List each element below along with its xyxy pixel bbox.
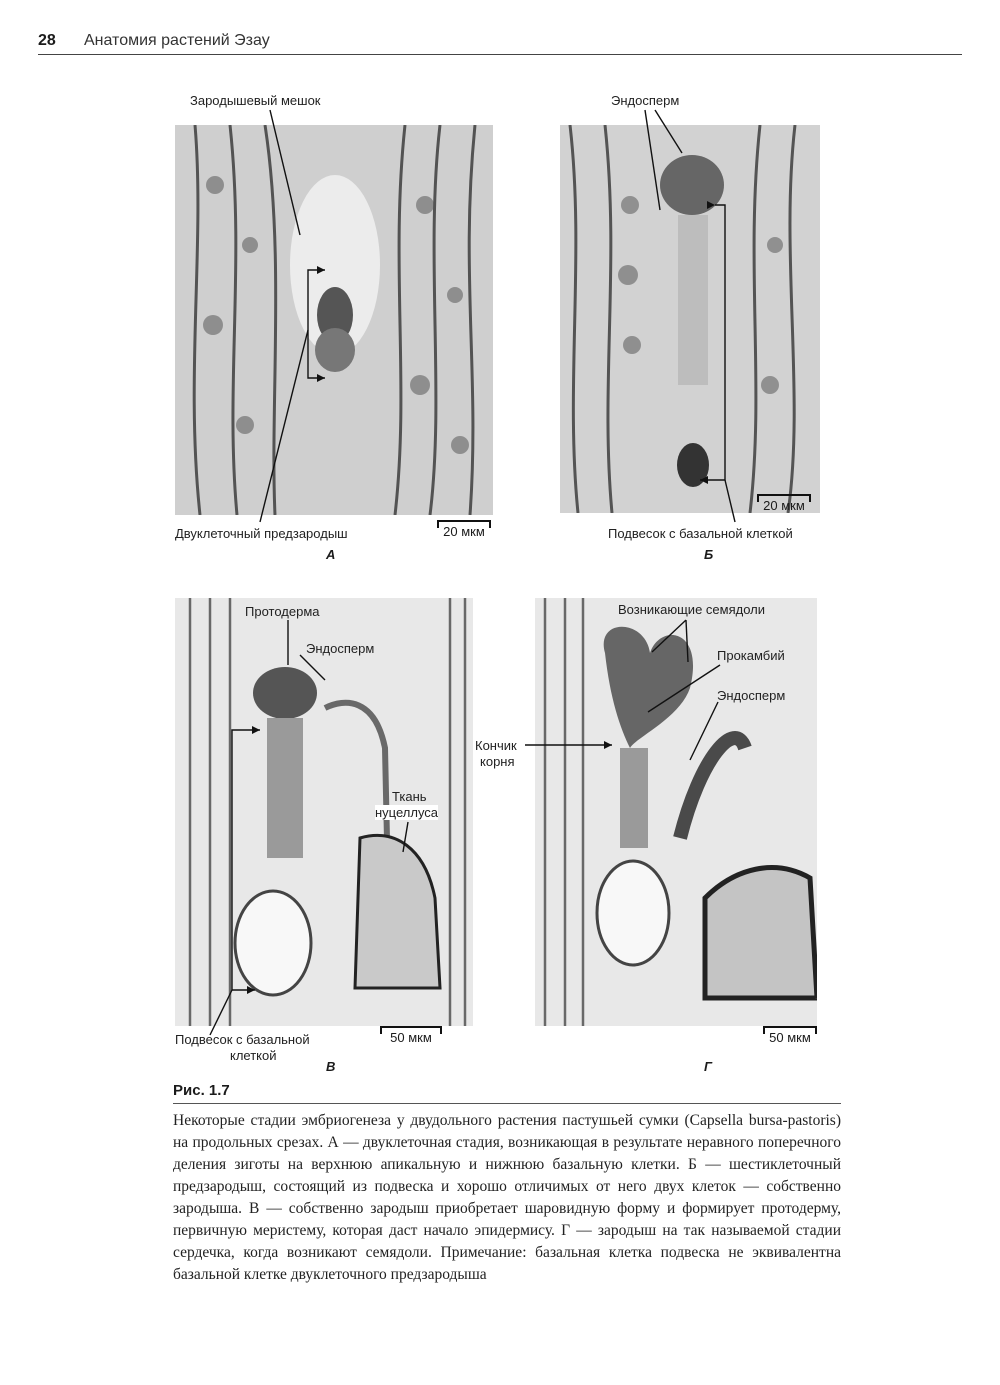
- figure-caption: [173, 1110, 841, 1286]
- panel-letter-a: А: [326, 547, 336, 562]
- micrograph-a: [175, 125, 493, 515]
- label-procambium: Прокамбий: [717, 648, 785, 663]
- figure-title: Рис. 1.7: [173, 1082, 230, 1099]
- scale-label-v: 50 мкм: [390, 1030, 432, 1045]
- label-endosperm-v: Эндосперм: [306, 641, 375, 656]
- label-root-tip-line2: корня: [480, 754, 515, 769]
- label-suspensor-v-line1: Подвесок с базальной: [175, 1032, 310, 1047]
- scale-bar-g: [763, 1026, 817, 1045]
- label-suspensor-b: Подвесок с базальной клеткой: [608, 526, 793, 541]
- micrograph-b: [560, 125, 820, 513]
- panel-letter-v: В: [326, 1059, 336, 1074]
- figure-caption-text: Некоторые стадии эмбриогенеза у двудольного растения пастушьей сумки (Capsella bursa-pastoris) на продольных срезах. А — двуклеточная стадия, возникающая в результате неравного поперечного деления зиготы на верхнюю апикальную и нижнюю базальную клетки. Б — шестиклеточный предзародыш, состоящий из подвеска и хорошо отличимых от него двух клеток — собственно зародыша. В — собственно зародыш приобретает шаровидную форму и формирует протодерму, первичную меристему, которая даст начало эпидермису. Г — зародыш на так называемой стадии сердечка, когда возникают семядоли. Примечание: базальная клетка подвеска не эквивалентна базальной клетке двуклеточного предзародыша: [173, 1112, 841, 1283]
- panel-letter-b: Б: [704, 547, 714, 562]
- label-endosperm-b: Эндосперм: [611, 93, 680, 108]
- scale-bar-a: [437, 520, 491, 539]
- label-embryo-sac: Зародышевый мешок: [190, 93, 321, 108]
- page-number: 28: [38, 32, 56, 49]
- label-endosperm-g: Эндосперм: [717, 688, 786, 703]
- label-suspensor-v-line2: клеткой: [230, 1048, 277, 1063]
- label-root-tip-line1: Кончик: [475, 738, 517, 753]
- scale-bar-b: [757, 494, 811, 513]
- scale-bar-v: [380, 1026, 442, 1045]
- page-header: [38, 30, 962, 55]
- running-title: Анатомия растений Эзау: [84, 32, 270, 49]
- figure-divider: [173, 1103, 841, 1104]
- scale-label-g: 50 мкм: [769, 1030, 811, 1045]
- label-nucellus-line1: Ткань: [392, 789, 427, 804]
- scale-label-a: 20 мкм: [443, 524, 485, 539]
- label-two-cell-proembryo: Двуклеточный предзародыш: [175, 526, 348, 541]
- scale-label-b: 20 мкм: [763, 498, 805, 513]
- label-emerging-cotyledons: Возникающие семядоли: [618, 602, 765, 617]
- label-protoderm: Протодерма: [245, 604, 320, 619]
- label-nucellus-line2: нуцеллуса: [375, 805, 439, 820]
- panel-letter-g: Г: [704, 1059, 712, 1074]
